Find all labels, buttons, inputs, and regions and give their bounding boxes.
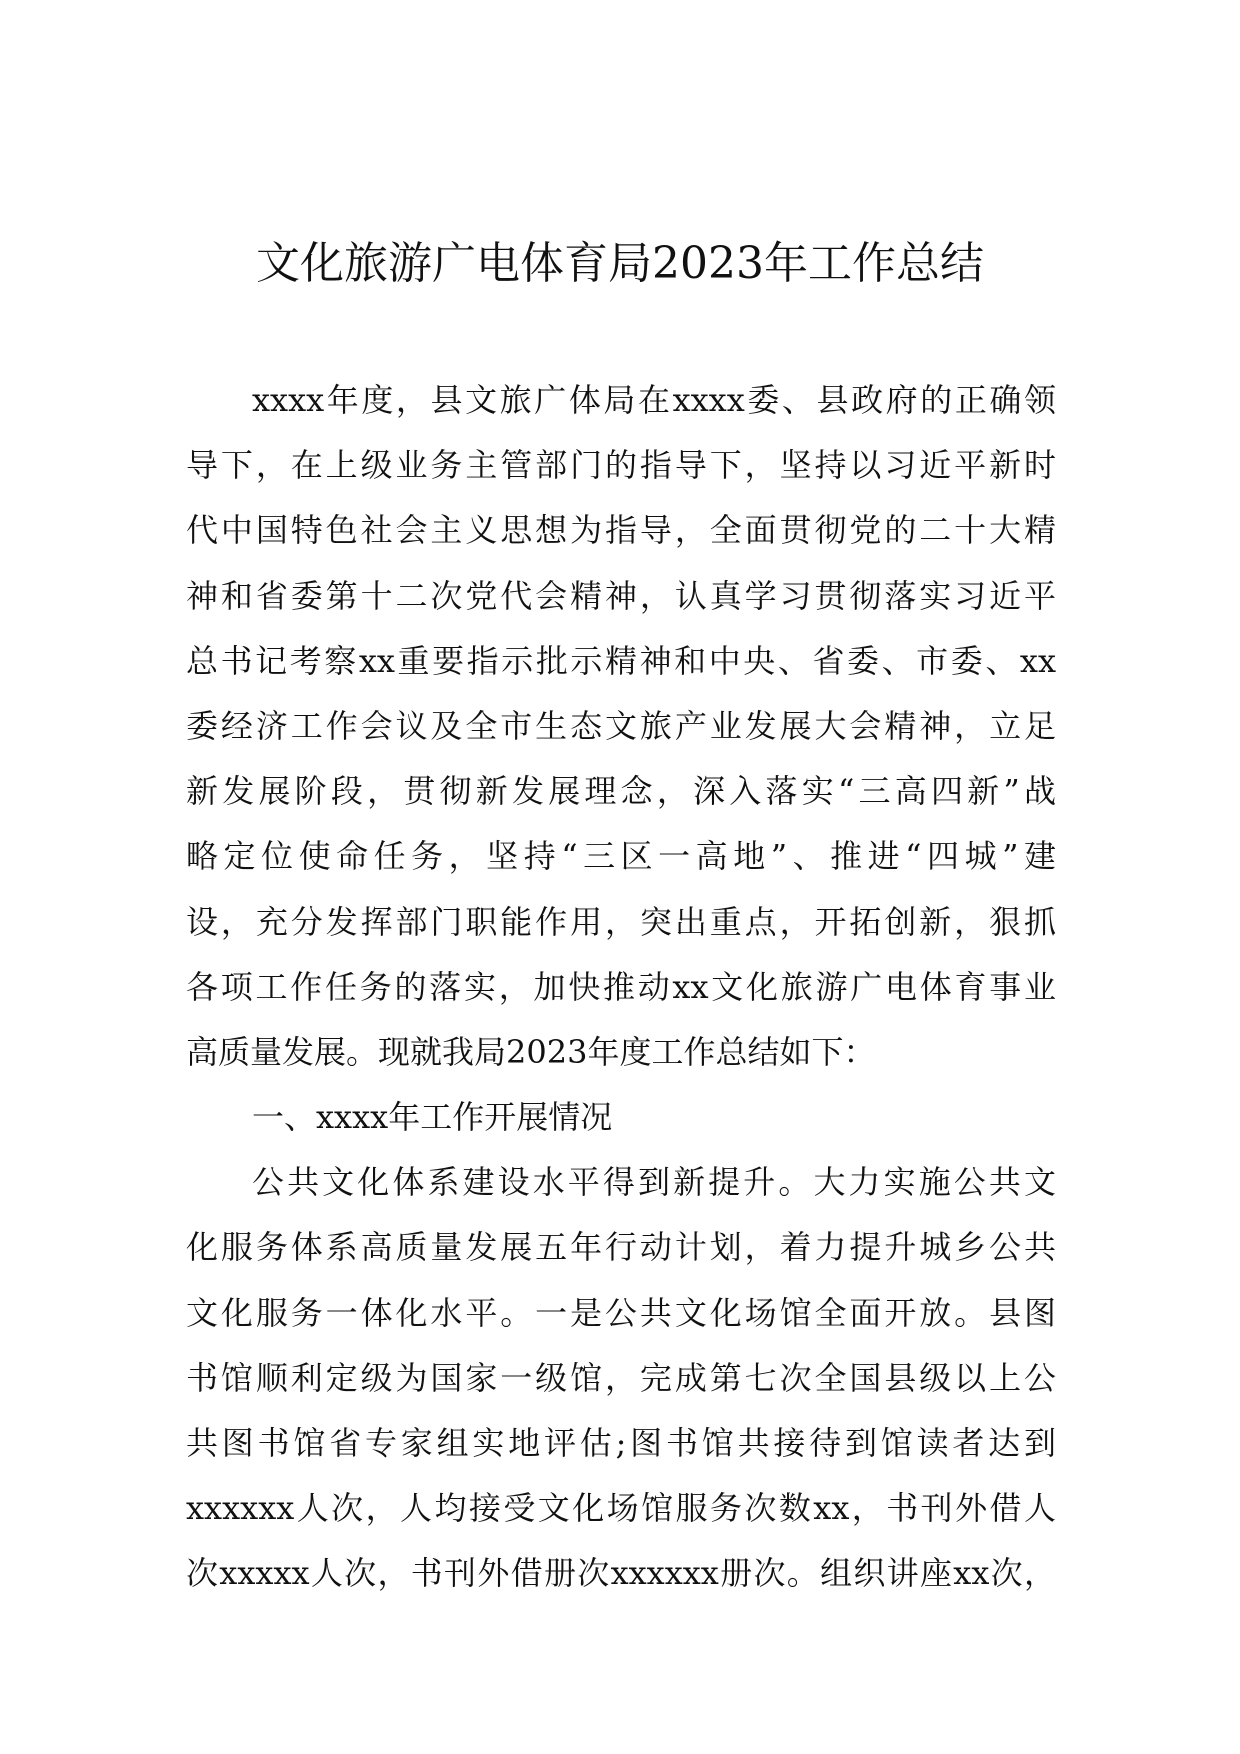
document-body [186, 368, 1056, 1607]
paragraph-2-line-2: 化服务体系高质量发展五年行动计划，着力提升城乡公共 [186, 1228, 1056, 1267]
paragraph-2-line-1: 公共文化体系建设水平得到新提升。大力实施公共文 [252, 1163, 1056, 1202]
paragraph-1-line-10: 各项工作任务的落实，加快推动xx文化旅游广电体育事业 [186, 967, 1056, 1006]
paragraph-2-line-5: 共图书馆省专家组实地评估;图书馆共接待到馆读者达到 [186, 1424, 1056, 1462]
paragraph-1-line-8: 略定位使命任务，坚持“三区一高地”、推进“四城”建 [186, 837, 1056, 876]
paragraph-1-line-3: 代中国特色社会主义思想为指导，全面贯彻党的二十大精 [186, 511, 1056, 550]
paragraph-1-line-7: 新发展阶段，贯彻新发展理念，深入落实“三高四新”战 [186, 772, 1056, 811]
paragraph-1-line-2: 导下，在上级业务主管部门的指导下，坚持以习近平新时 [186, 446, 1056, 485]
paragraph-1-line-9: 设，充分发挥部门职能作用，突出重点，开拓创新，狠抓 [186, 902, 1056, 941]
paragraph-2-line-7: 次xxxxx人次，书刊外借册次xxxxxx册次。组织讲座xx次， [186, 1554, 1056, 1593]
paragraph-2-line-6: xxxxxx人次，人均接受文化场馆服务次数xx，书刊外借人 [186, 1489, 1056, 1528]
document-title: 文化旅游广电体育局2023年工作总结 [256, 238, 984, 289]
section-heading: 一、xxxx年工作开展情况 [252, 1098, 613, 1137]
paragraph-1-line-6: 委经济工作会议及全市生态文旅产业发展大会精神，立足 [186, 706, 1056, 745]
paragraph-2-line-4: 书馆顺利定级为国家一级馆，完成第七次全国县级以上公 [186, 1358, 1056, 1397]
paragraph-1-line-1: xxxx年度，县文旅广体局在xxxx委、县政府的正确领 [252, 381, 1056, 419]
paragraph-1-line-11: 高质量发展。现就我局2023年度工作总结如下： [186, 1032, 876, 1071]
paragraph-1-line-4: 神和省委第十二次党代会精神，认真学习贯彻落实习近平 [186, 576, 1056, 615]
paragraph-2-line-3: 文化服务一体化水平。一是公共文化场馆全面开放。县图 [186, 1293, 1056, 1332]
paragraph-1-line-5: 总书记考察xx重要指示批示精神和中央、省委、市委、xx [186, 641, 1056, 680]
